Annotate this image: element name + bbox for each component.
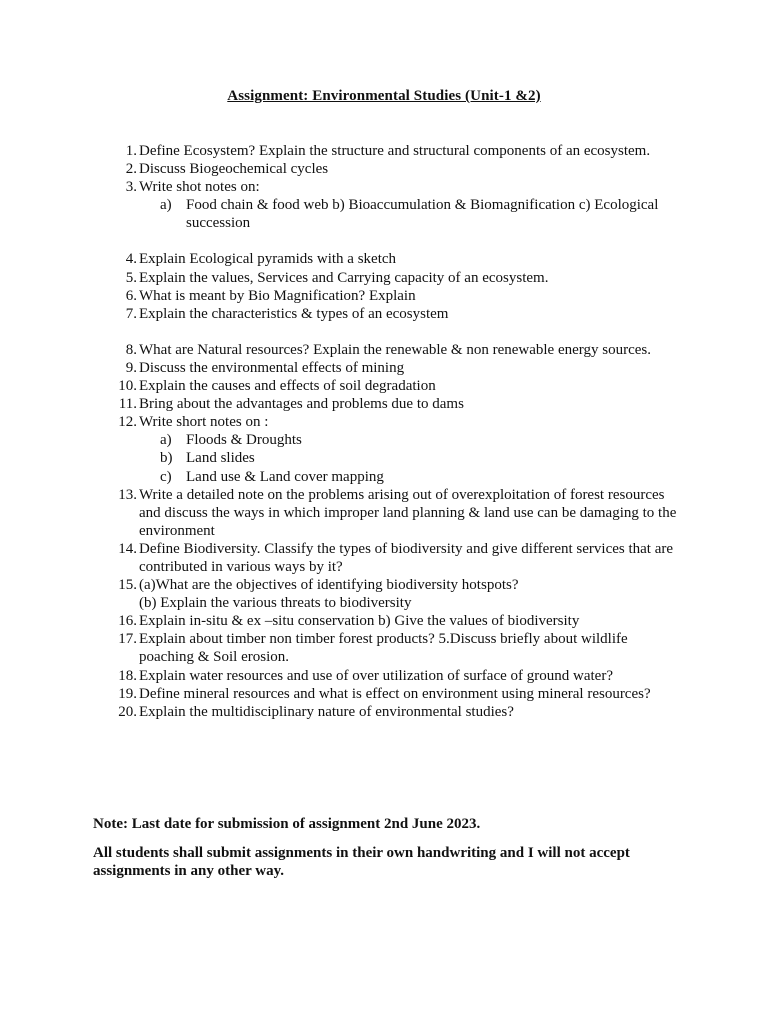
item-text: Explain Ecological pyramids with a sketch: [139, 251, 397, 268]
item-text: Explain the values, Services and Carrying capacity of an ecosystem.: [139, 269, 549, 286]
list-item: [125, 142, 679, 160]
list-item: [118, 486, 679, 540]
list-item: [125, 287, 679, 305]
sub-item: [160, 449, 682, 467]
item-number: 6.: [125, 287, 137, 304]
list-item: [118, 377, 679, 395]
item-number: 4.: [125, 251, 137, 268]
item-continuation-text: (b) Explain the various threats to biodiversity: [139, 595, 412, 612]
sub-item-text: Land use & Land cover mapping: [186, 468, 384, 485]
sub-item-letter: b): [160, 450, 173, 467]
item-number: 15.: [118, 577, 137, 594]
item-text: What are Natural resources? Explain the renewable & non renewable energy sources.: [139, 341, 651, 358]
sub-item: [160, 468, 682, 486]
item-text: Write short notes on :: [139, 414, 269, 431]
list-item: [118, 395, 679, 413]
item-number: 10.: [118, 378, 137, 395]
list-item: [118, 540, 679, 576]
sub-item-letter: a): [160, 432, 172, 449]
item-text: Discuss Biogeochemical cycles: [139, 161, 329, 178]
submission-deadline-note: Note: Last date for submission of assignment 2nd June 2023.: [93, 816, 481, 832]
item-number: 1.: [125, 143, 137, 159]
list-item: [118, 576, 679, 612]
item-text: Explain in-situ & ex –situ conservation b) Give the values of biodiversity: [139, 613, 580, 630]
list-item: [125, 269, 679, 287]
item-text: Explain water resources and use of over utilization of surface of ground water?: [139, 667, 613, 684]
spacer: [0, 323, 768, 341]
item-text: Explain about timber non timber forest products? 5.Discuss briefly about wildlife poaching & Soil erosion.: [139, 631, 628, 666]
list-item: [125, 160, 679, 178]
sub-item-text: Floods & Droughts: [186, 432, 302, 449]
spacer: [0, 232, 768, 250]
item-text: Explain the multidisciplinary nature of environmental studies?: [139, 703, 514, 720]
item-text: Define mineral resources and what is effect on environment using mineral resources?: [139, 685, 651, 702]
item-number: 11.: [118, 396, 137, 413]
sub-item-letter: c): [160, 468, 172, 485]
sub-item: [160, 431, 682, 449]
sub-item: [160, 196, 682, 232]
list-item: [118, 630, 679, 666]
item-text: Define Ecosystem? Explain the structure and structural components of an ecosystem.: [139, 143, 651, 159]
sub-item-text: Land slides: [186, 450, 255, 467]
item-text: Write a detailed note on the problems arising out of overexploitation of forest resources and discuss the ways in which improper land planning & land use can be damaging to the environment: [139, 486, 677, 539]
list-item: [125, 341, 679, 359]
list-item: [125, 359, 679, 377]
item-number: 13.: [118, 486, 137, 503]
list-item: [125, 178, 679, 196]
item-number: 9.: [125, 359, 137, 376]
item-number: 16.: [118, 613, 137, 630]
list-item: [118, 612, 679, 630]
item-number: 7.: [125, 305, 137, 322]
item-number: 3.: [125, 179, 137, 196]
item-text: Explain the characteristics & types of an ecosystem: [139, 305, 449, 322]
item-text: Bring about the advantages and problems due to dams: [139, 396, 464, 413]
item-number: 2.: [125, 161, 137, 178]
list-item: [118, 413, 679, 431]
sub-item-letter: a): [160, 197, 172, 214]
list-item: [125, 250, 679, 268]
list-item: [118, 667, 679, 685]
page-title: Assignment: Environmental Studies (Unit-1 &2): [227, 88, 541, 104]
question-list: [0, 142, 768, 721]
item-number: 12.: [118, 414, 137, 431]
item-text: What is meant by Bio Magnification? Explain: [139, 287, 416, 304]
item-number: 14.: [118, 540, 137, 557]
item-number: 5.: [125, 269, 137, 286]
item-number: 17.: [118, 631, 137, 648]
item-number: 8.: [125, 341, 137, 358]
item-text: Discuss the environmental effects of mining: [139, 359, 405, 376]
item-number: 20.: [118, 703, 137, 720]
list-item: [125, 305, 679, 323]
sub-item-text: Food chain & food web b) Bioaccumulation & Biomagnification c) Ecological succession: [186, 197, 659, 232]
list-item: [118, 703, 679, 721]
handwriting-note: All students shall submit assignments in their own handwriting and I will not accept assignments in any other way.: [93, 845, 630, 879]
item-text: Write shot notes on:: [139, 179, 260, 196]
item-number: 18.: [118, 667, 137, 684]
item-text: (a)What are the objectives of identifying biodiversity hotspots?: [139, 577, 519, 594]
item-text: Explain the causes and effects of soil degradation: [139, 378, 436, 395]
item-text: Define Biodiversity. Classify the types of biodiversity and give different services that are contributed in various ways by it?: [139, 540, 674, 575]
item-number: 19.: [118, 685, 137, 702]
list-item: [118, 685, 679, 703]
